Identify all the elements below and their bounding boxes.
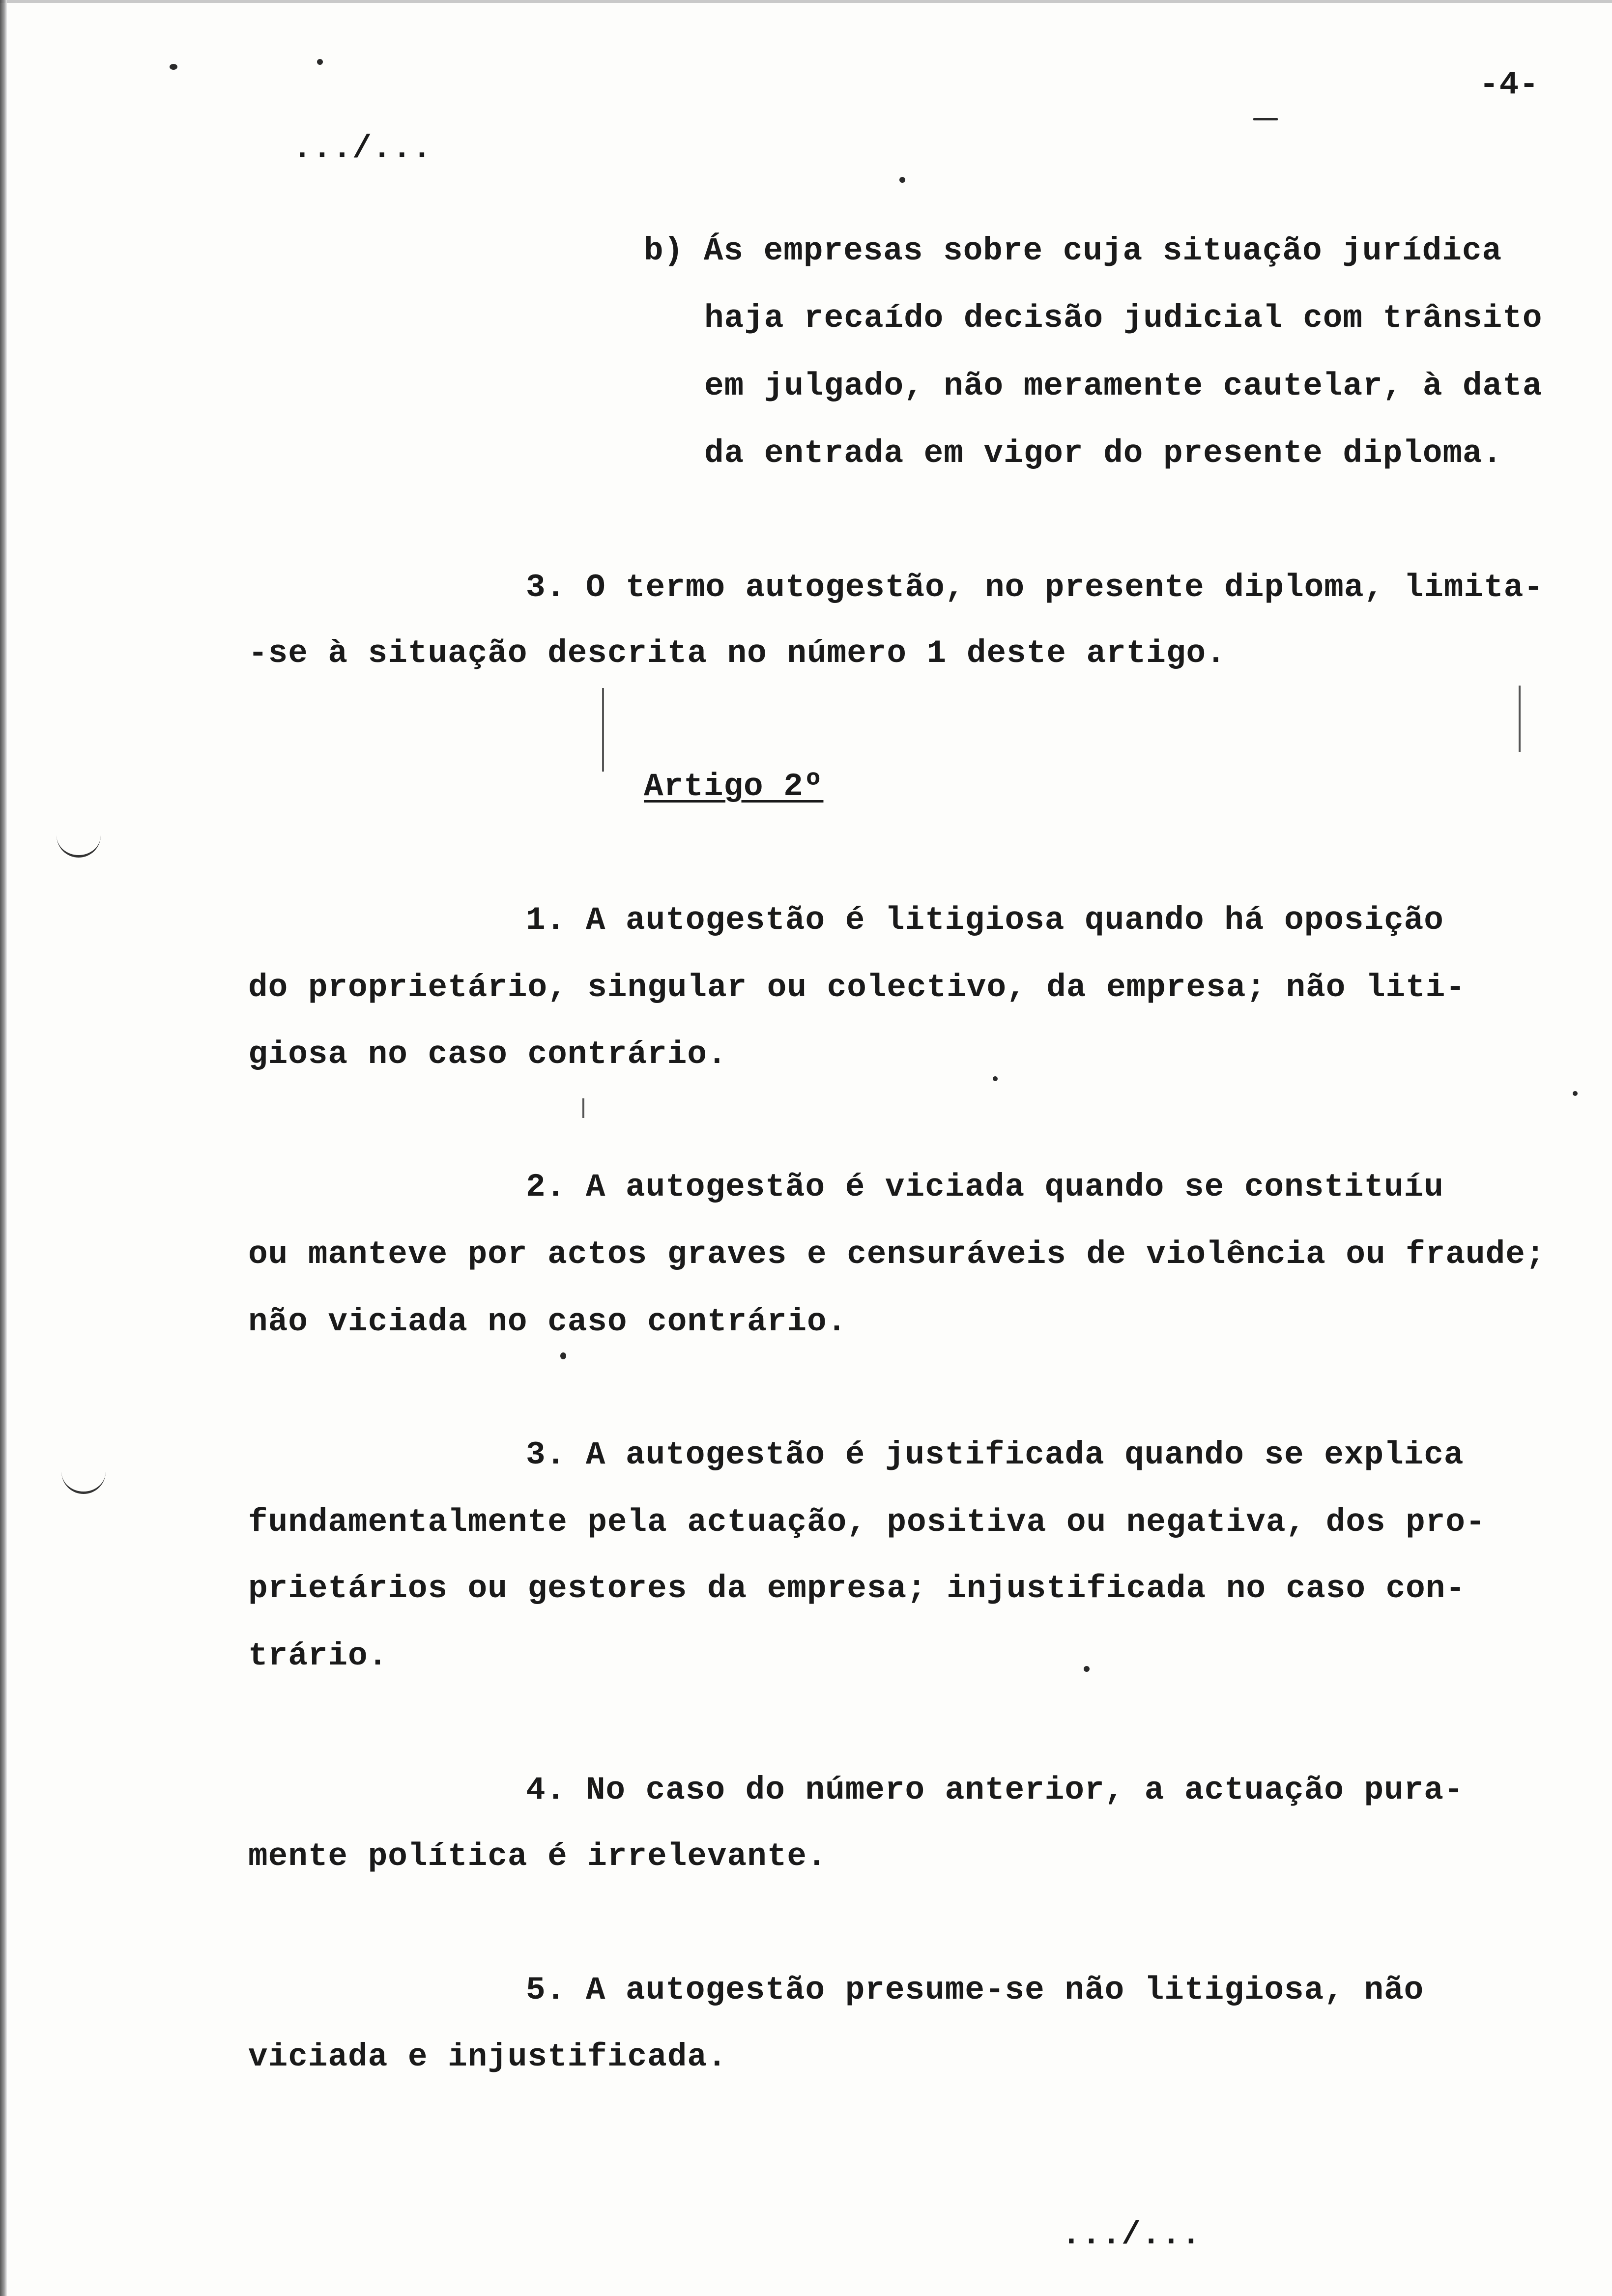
top-edge-rule [0, 0, 1612, 3]
article-item-2-line: 2. A autogestão é viciada quando se constituíu [526, 1169, 1444, 1205]
paragraph-b-line: da entrada em vigor do presente diploma. [704, 435, 1503, 472]
scan-speck [1573, 1091, 1578, 1096]
continuation-marker-top: .../... [292, 130, 432, 167]
item-3-intro-line: -se à situação descrita no número 1 deste artigo. [248, 635, 1226, 672]
scan-speck [317, 59, 323, 65]
scan-speck [899, 177, 905, 183]
scan-speck [560, 1352, 566, 1359]
article-item-4-line: 4. No caso do número anterior, a actuação pura- [526, 1772, 1464, 1808]
article-item-5-line: viciada e injustificada. [248, 2038, 727, 2075]
article-item-3-line: trário. [248, 1637, 388, 1674]
page-number: -4- [1479, 66, 1539, 103]
article-item-1-line: do proprietário, singular ou colectivo, da empresa; não liti- [248, 969, 1466, 1006]
scan-line-mark [602, 688, 604, 772]
scan-line-mark [1519, 686, 1521, 752]
paragraph-b-line: haja recaído decisão judicial com trânsito [704, 300, 1543, 337]
scan-left-edge [0, 0, 7, 2296]
punch-hole-lower [61, 1462, 106, 1494]
article-heading: Artigo 2º [644, 768, 824, 805]
punch-hole-upper [57, 826, 101, 858]
article-item-2-line: não viciada no caso contrário. [248, 1303, 847, 1340]
scan-speck [170, 64, 177, 70]
article-item-3-line: fundamentalmente pela actuação, positiva ou negativa, dos pro- [248, 1504, 1486, 1541]
item-3-intro-line: 3. O termo autogestão, no presente diploma, limita- [526, 569, 1544, 606]
scan-speck [1253, 118, 1278, 120]
paragraph-b-line: b) Ás empresas sobre cuja situação jurídica [644, 232, 1502, 269]
article-item-1-line: giosa no caso contrário. [248, 1036, 727, 1073]
scan-speck [993, 1076, 998, 1081]
paragraph-b-line: em julgado, não meramente cautelar, à data [704, 368, 1543, 404]
continuation-marker-bottom: .../... [1062, 2216, 1202, 2253]
scan-line-mark [582, 1098, 584, 1118]
article-item-4-line: mente política é irrelevante. [248, 1838, 827, 1875]
article-item-3-line: prietários ou gestores da empresa; injustificada no caso con- [248, 1570, 1466, 1607]
scan-speck [1084, 1666, 1090, 1672]
article-item-1-line: 1. A autogestão é litigiosa quando há oposição [526, 902, 1444, 939]
article-item-5-line: 5. A autogestão presume-se não litigiosa, não [526, 1972, 1424, 2009]
article-item-2-line: ou manteve por actos graves e censuráveis de violência ou fraude; [248, 1236, 1546, 1273]
article-item-3-line: 3. A autogestão é justificada quando se explica [526, 1436, 1464, 1473]
